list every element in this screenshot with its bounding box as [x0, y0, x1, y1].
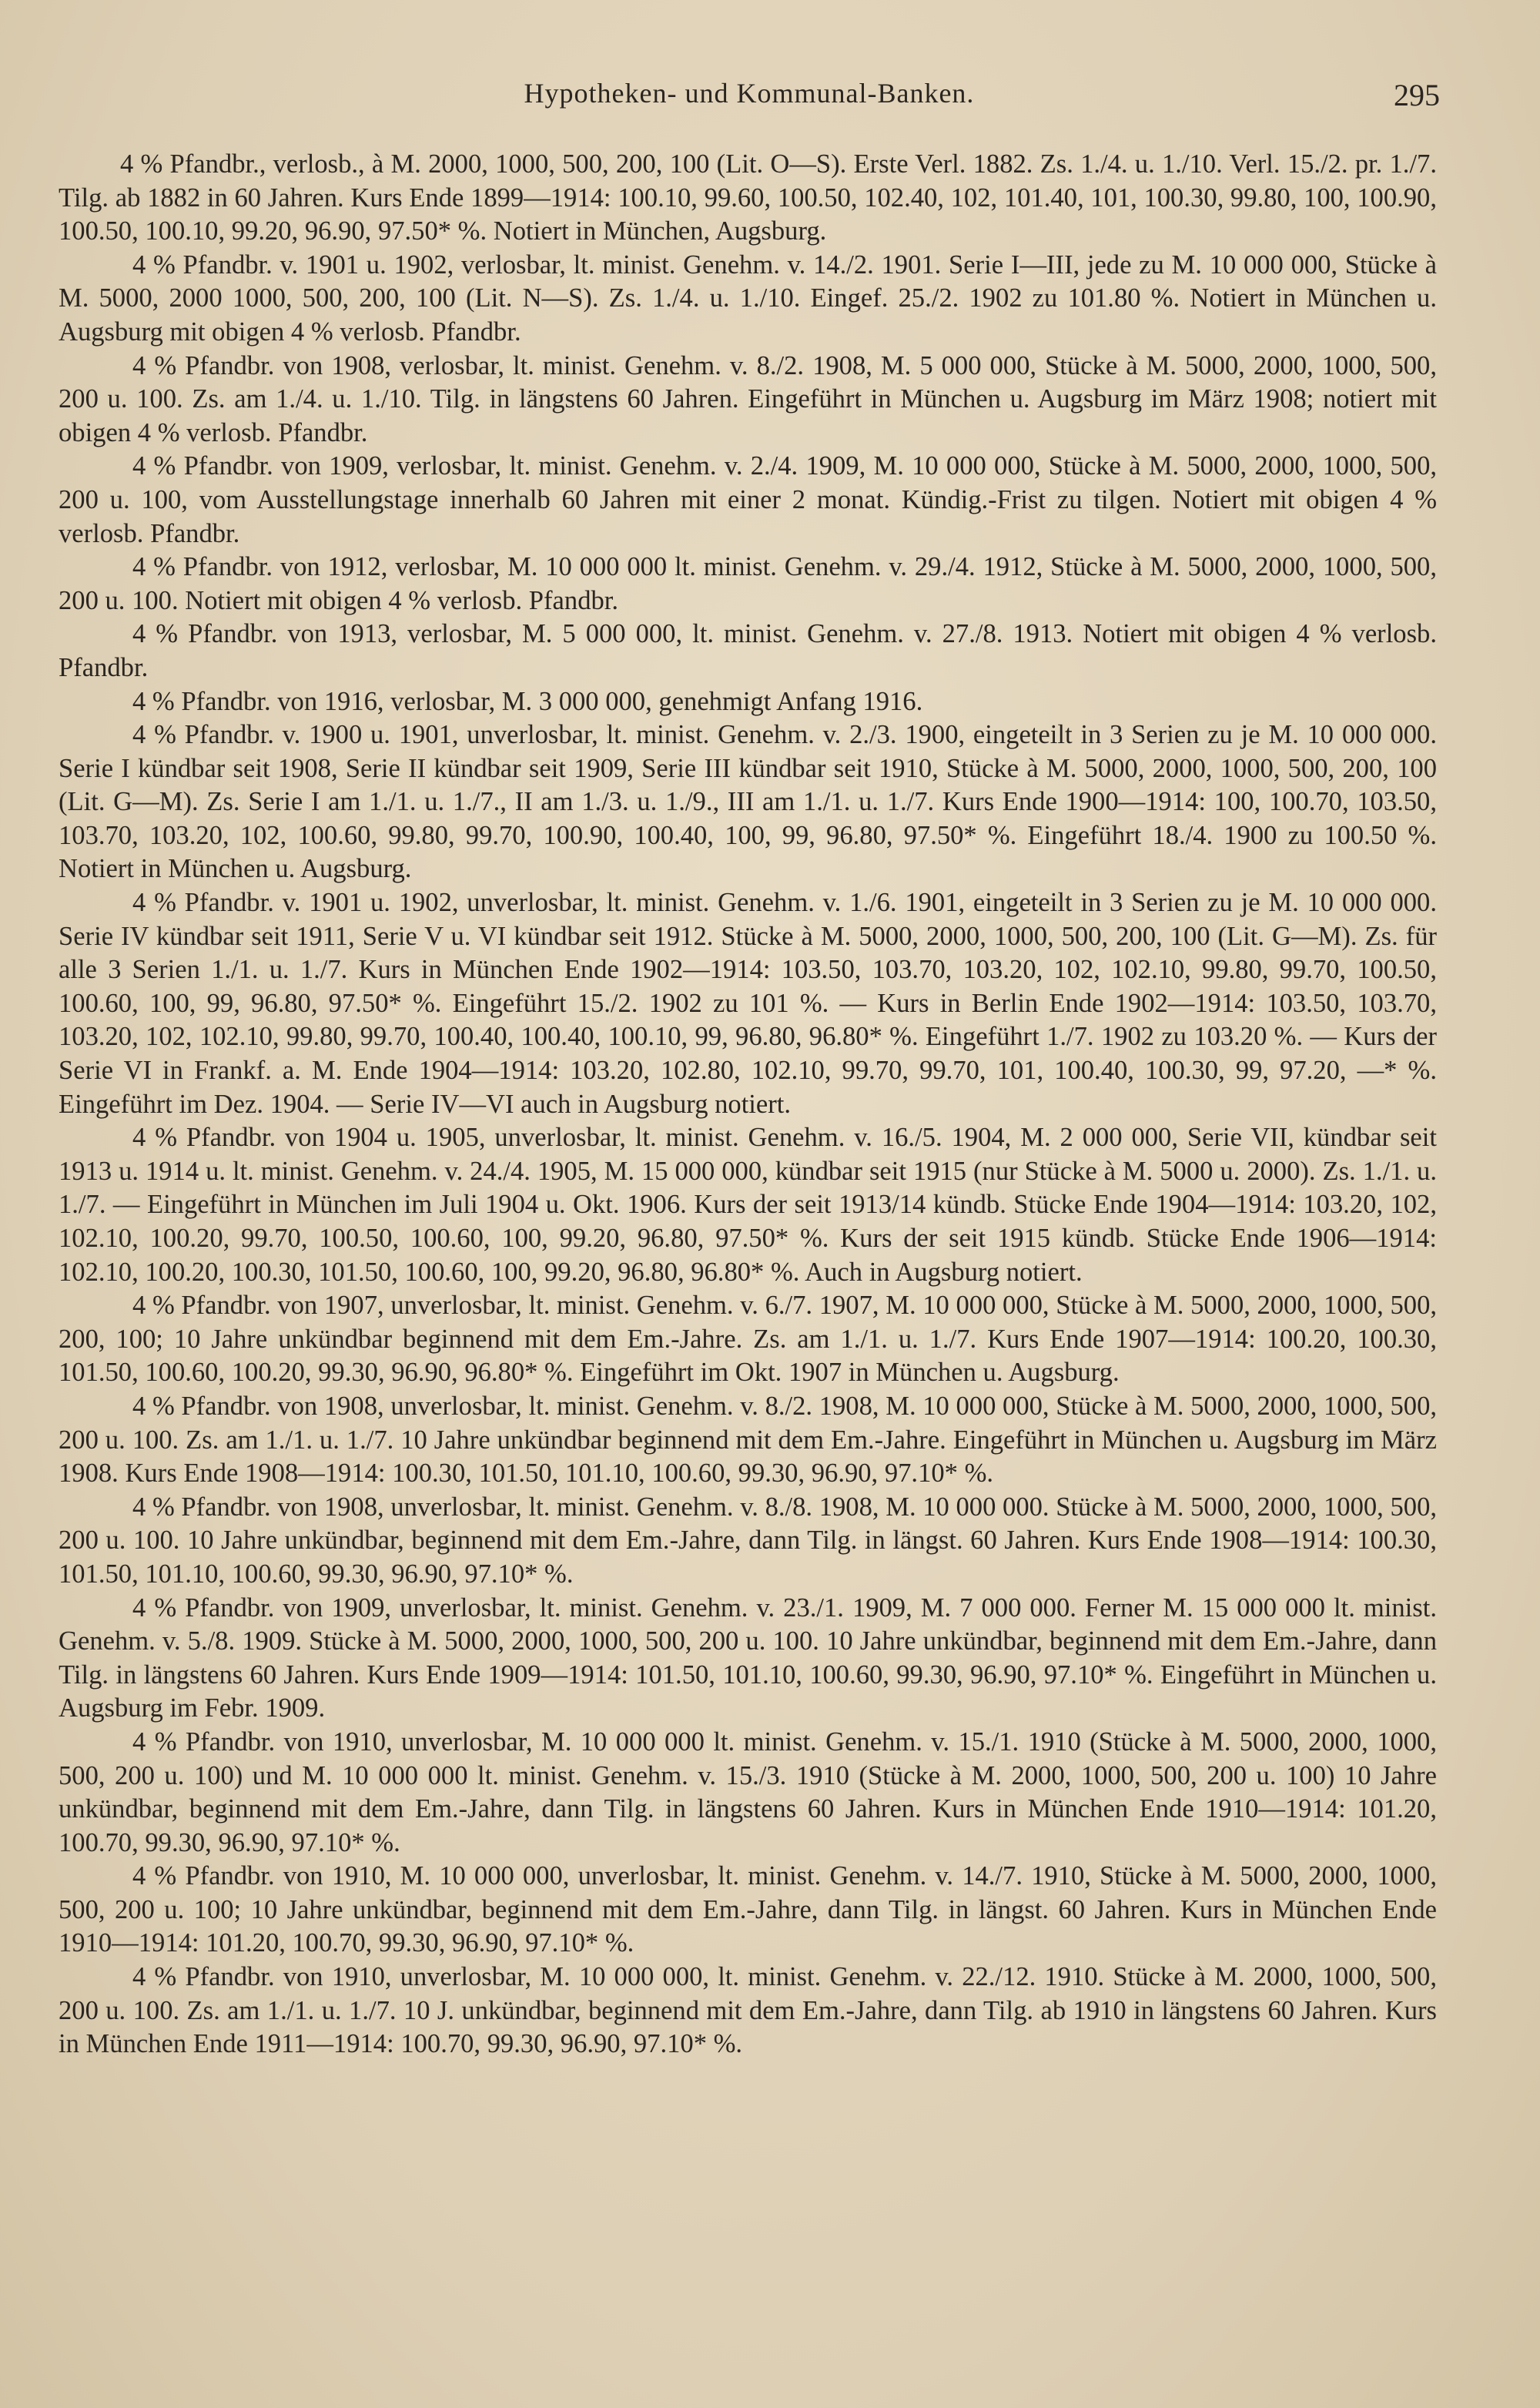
pfandbrief-entry: 4 % Pfandbr., verlosb., à M. 2000, 1000, 500, 200, 100 (Lit. O—S). Erste Verl. 1882. Zs. 1./4. u. 1./10. Verl. 15./2. pr. 1./7. Tilg. ab 1882 in 60 Jahren. Kurs Ende 1899—1914: 100.10, 99.60, 100.50, 102.40, 102, 101.40, 101, 100.30, 99.80, 100, 100.90, 100.50, 100.10, 99.20, 96.90, 97.50* %. Notiert in München, Augsburg. [59, 149, 1437, 246]
pfandbrief-entry: 4 % Pfandbr. von 1912, verlosbar, M. 10 000 000 lt. minist. Genehm. v. 29./4. 1912, Stücke à M. 5000, 2000, 1000, 500, 200 u. 100. Notiert mit obigen 4 % verlosb. Pfandbr. [59, 552, 1437, 615]
pfandbrief-entry: 4 % Pfandbr. von 1909, verlosbar, lt. minist. Genehm. v. 2./4. 1909, M. 10 000 000, Stücke à M. 5000, 2000, 1000, 500, 200 u. 100, vom Ausstellungstage innerhalb 60 Jahren mit einer 2 monat. Kündig.-Frist zu tilgen. Notiert mit obigen 4 % verlosb. Pfandbr. [59, 451, 1437, 548]
pfandbrief-entry: 4 % Pfandbr. v. 1901 u. 1902, verlosbar, lt. minist. Genehm. v. 14./2. 1901. Serie I—III, jede zu M. 10 000 000, Stücke à M. 5000, 2000 1000, 500, 200, 100 (Lit. N—S). Zs. 1./4. u. 1./10. Eingef. 25./2. 1902 zu 101.80 %. Notiert in München u. Augsburg mit obigen 4 % verlosb. Pfandbr. [59, 250, 1437, 347]
text-body [59, 148, 1437, 2061]
pfandbrief-entry: 4 % Pfandbr. von 1907, unverlosbar, lt. minist. Genehm. v. 6./7. 1907, M. 10 000 000, Stücke à M. 5000, 2000, 1000, 500, 200, 100; 10 Jahre unkündbar beginnend mit dem Em.-Jahre. Zs. am 1./1. u. 1./7. Kurs Ende 1907—1914: 100.20, 100.30, 101.50, 100.60, 100.20, 99.30, 96.90, 96.80* %. Eingeführt im Okt. 1907 in München u. Augsburg. [59, 1291, 1437, 1388]
pfandbrief-entry: 4 % Pfandbr. von 1910, M. 10 000 000, unverlosbar, lt. minist. Genehm. v. 14./7. 1910, Stücke à M. 5000, 2000, 1000, 500, 200 u. 100; 10 Jahre unkündbar, beginnend mit dem Em.-Jahre, dann Tilg. in längst. 60 Jahren. Kurs in München Ende 1910—1914: 101.20, 100.70, 99.30, 96.90, 97.10* %. [59, 1861, 1437, 1958]
pfandbrief-entry: 4 % Pfandbr. von 1909, unverlosbar, lt. minist. Genehm. v. 23./1. 1909, M. 7 000 000. Ferner M. 15 000 000 lt. minist. Genehm. v. 5./8. 1909. Stücke à M. 5000, 2000, 1000, 500, 200 u. 100. 10 Jahre unkündbar, beginnend mit dem Em.-Jahre, dann Tilg. in längstens 60 Jahren. Kurs Ende 1909—1914: 101.50, 101.10, 100.60, 99.30, 96.90, 97.10* %. Eingeführt in München u. Augsburg im Febr. 1909. [59, 1592, 1437, 1723]
page-number: 295 [1394, 78, 1440, 112]
pfandbrief-entry: 4 % Pfandbr. von 1910, unverlosbar, M. 10 000 000, lt. minist. Genehm. v. 22./12. 1910. Stücke à M. 2000, 1000, 500, 200 u. 100. Zs. am 1./1. u. 1./7. 10 J. unkündbar, beginnend mit dem Em.-Jahre, dann Tilg. ab 1910 in längstens 60 Jahren. Kurs in München Ende 1911—1914: 100.70, 99.30, 96.90, 97.10* %. [59, 1962, 1437, 2059]
running-title: Hypotheken- und Kommunal-Banken. [524, 78, 975, 109]
pfandbrief-entry: 4 % Pfandbr. von 1910, unverlosbar, M. 10 000 000 lt. minist. Genehm. v. 15./1. 1910 (Stücke à M. 5000, 2000, 1000, 500, 200 u. 100) und M. 10 000 000 lt. minist. Genehm. v. 15./3. 1910 (Stücke à M. 2000, 1000, 500, 200 u. 100) 10 Jahre unkündbar, beginnend mit dem Em.-Jahre, dann Tilg. in längstens 60 Jahren. Kurs in München Ende 1910—1914: 101.20, 100.70, 99.30, 96.90, 97.10* %. [59, 1726, 1437, 1857]
pfandbrief-entry: 4 % Pfandbr. von 1913, verlosbar, M. 5 000 000, lt. minist. Genehm. v. 27./8. 1913. Notiert mit obigen 4 % verlosb. Pfandbr. [59, 619, 1437, 682]
pfandbrief-entry: 4 % Pfandbr. von 1908, unverlosbar, lt. minist. Genehm. v. 8./8. 1908, M. 10 000 000. Stücke à M. 5000, 2000, 1000, 500, 200 u. 100. 10 Jahre unkündbar, beginnend mit dem Em.-Jahre, dann Tilg. in längst. 60 Jahren. Kurs Ende 1908—1914: 100.30, 101.50, 101.10, 100.60, 99.30, 96.90, 97.10* %. [59, 1492, 1437, 1589]
pfandbrief-entry: 4 % Pfandbr. von 1916, verlosbar, M. 3 000 000, genehmigt Anfang 1916. [132, 686, 923, 716]
pfandbrief-entry: 4 % Pfandbr. v. 1900 u. 1901, unverlosbar, lt. minist. Genehm. v. 2./3. 1900, eingeteilt in 3 Serien zu je M. 10 000 000. Serie I kündbar seit 1908, Serie II kündbar seit 1909, Serie III kündbar seit 1910, Stücke à M. 5000, 2000, 1000, 500, 200, 100 (Lit. G—M). Zs. Serie I am 1./1. u. 1./7., II am 1./3. u. 1./9., III am 1./1. u. 1./7. Kurs Ende 1900—1914: 100, 100.70, 103.50, 103.70, 103.20, 102, 100.60, 99.80, 99.70, 100.90, 100.40, 100, 99, 96.80, 97.50* %. Eingeführt 18./4. 1900 zu 100.50 %. Notiert in München u. Augsburg. [59, 720, 1437, 884]
page-header [59, 77, 1440, 114]
pfandbrief-entry: 4 % Pfandbr. v. 1901 u. 1902, unverlosbar, lt. minist. Genehm. v. 1./6. 1901, eingeteilt in 3 Serien zu je M. 10 000 000. Serie IV kündbar seit 1911, Serie V u. VI kündbar seit 1912. Stücke à M. 5000, 2000, 1000, 500, 200, 100 (Lit. G—M). Zs. für alle 3 Serien 1./1. u. 1./7. Kurs in München Ende 1902—1914: 103.50, 103.70, 103.20, 102, 102.10, 99.80, 99.70, 100.50, 100.60, 100, 99, 96.80, 97.50* %. Eingeführt 15./2. 1902 zu 101 %. — Kurs in Berlin Ende 1902—1914: 103.50, 103.70, 103.20, 102, 102.10, 99.80, 99.70, 100.40, 100.40, 100.10, 99, 96.80, 96.80* %. Eingeführt 1./7. 1902 zu 103.20 %. — Kurs der Serie VI in Frankf. a. M. Ende 1904—1914: 103.20, 102.80, 102.10, 99.70, 99.70, 101, 100.40, 100.30, 99, 97.20, —* %. Eingeführt im Dez. 1904. — Serie IV—VI auch in Augsburg notiert. [59, 888, 1437, 1119]
pfandbrief-entry: 4 % Pfandbr. von 1904 u. 1905, unverlosbar, lt. minist. Genehm. v. 16./5. 1904, M. 2 000 000, Serie VII, kündbar seit 1913 u. 1914 u. lt. minist. Genehm. v. 24./4. 1905, M. 15 000 000, kündbar seit 1915 (nur Stücke à M. 5000 u. 2000). Zs. 1./1. u. 1./7. — Eingeführt in München im Juli 1904 u. Okt. 1906. Kurs der seit 1913/14 kündb. Stücke Ende 1904—1914: 103.20, 102, 102.10, 100.20, 99.70, 100.50, 100.60, 100, 99.20, 96.80, 97.50* %. Kurs der seit 1915 kündb. Stücke Ende 1906—1914: 102.10, 100.20, 100.30, 101.50, 100.60, 100, 99.20, 96.80, 96.80* %. Auch in Augsburg notiert. [59, 1123, 1437, 1287]
pfandbrief-entry: 4 % Pfandbr. von 1908, unverlosbar, lt. minist. Genehm. v. 8./2. 1908, M. 10 000 000, Stücke à M. 5000, 2000, 1000, 500, 200 u. 100. Zs. am 1./1. u. 1./7. 10 Jahre unkündbar beginnend mit dem Em.-Jahre. Eingeführt in München u. Augsburg im März 1908. Kurs Ende 1908—1914: 100.30, 101.50, 101.10, 100.60, 99.30, 96.90, 97.10* %. [59, 1391, 1437, 1489]
pfandbrief-entry: 4 % Pfandbr. von 1908, verlosbar, lt. minist. Genehm. v. 8./2. 1908, M. 5 000 000, Stücke à M. 5000, 2000, 1000, 500, 200 u. 100. Zs. am 1./4. u. 1./10. Tilg. in längstens 60 Jahren. Eingeführt in München u. Augsburg im März 1908; notiert mit obigen 4 % verlosb. Pfandbr. [59, 350, 1437, 447]
